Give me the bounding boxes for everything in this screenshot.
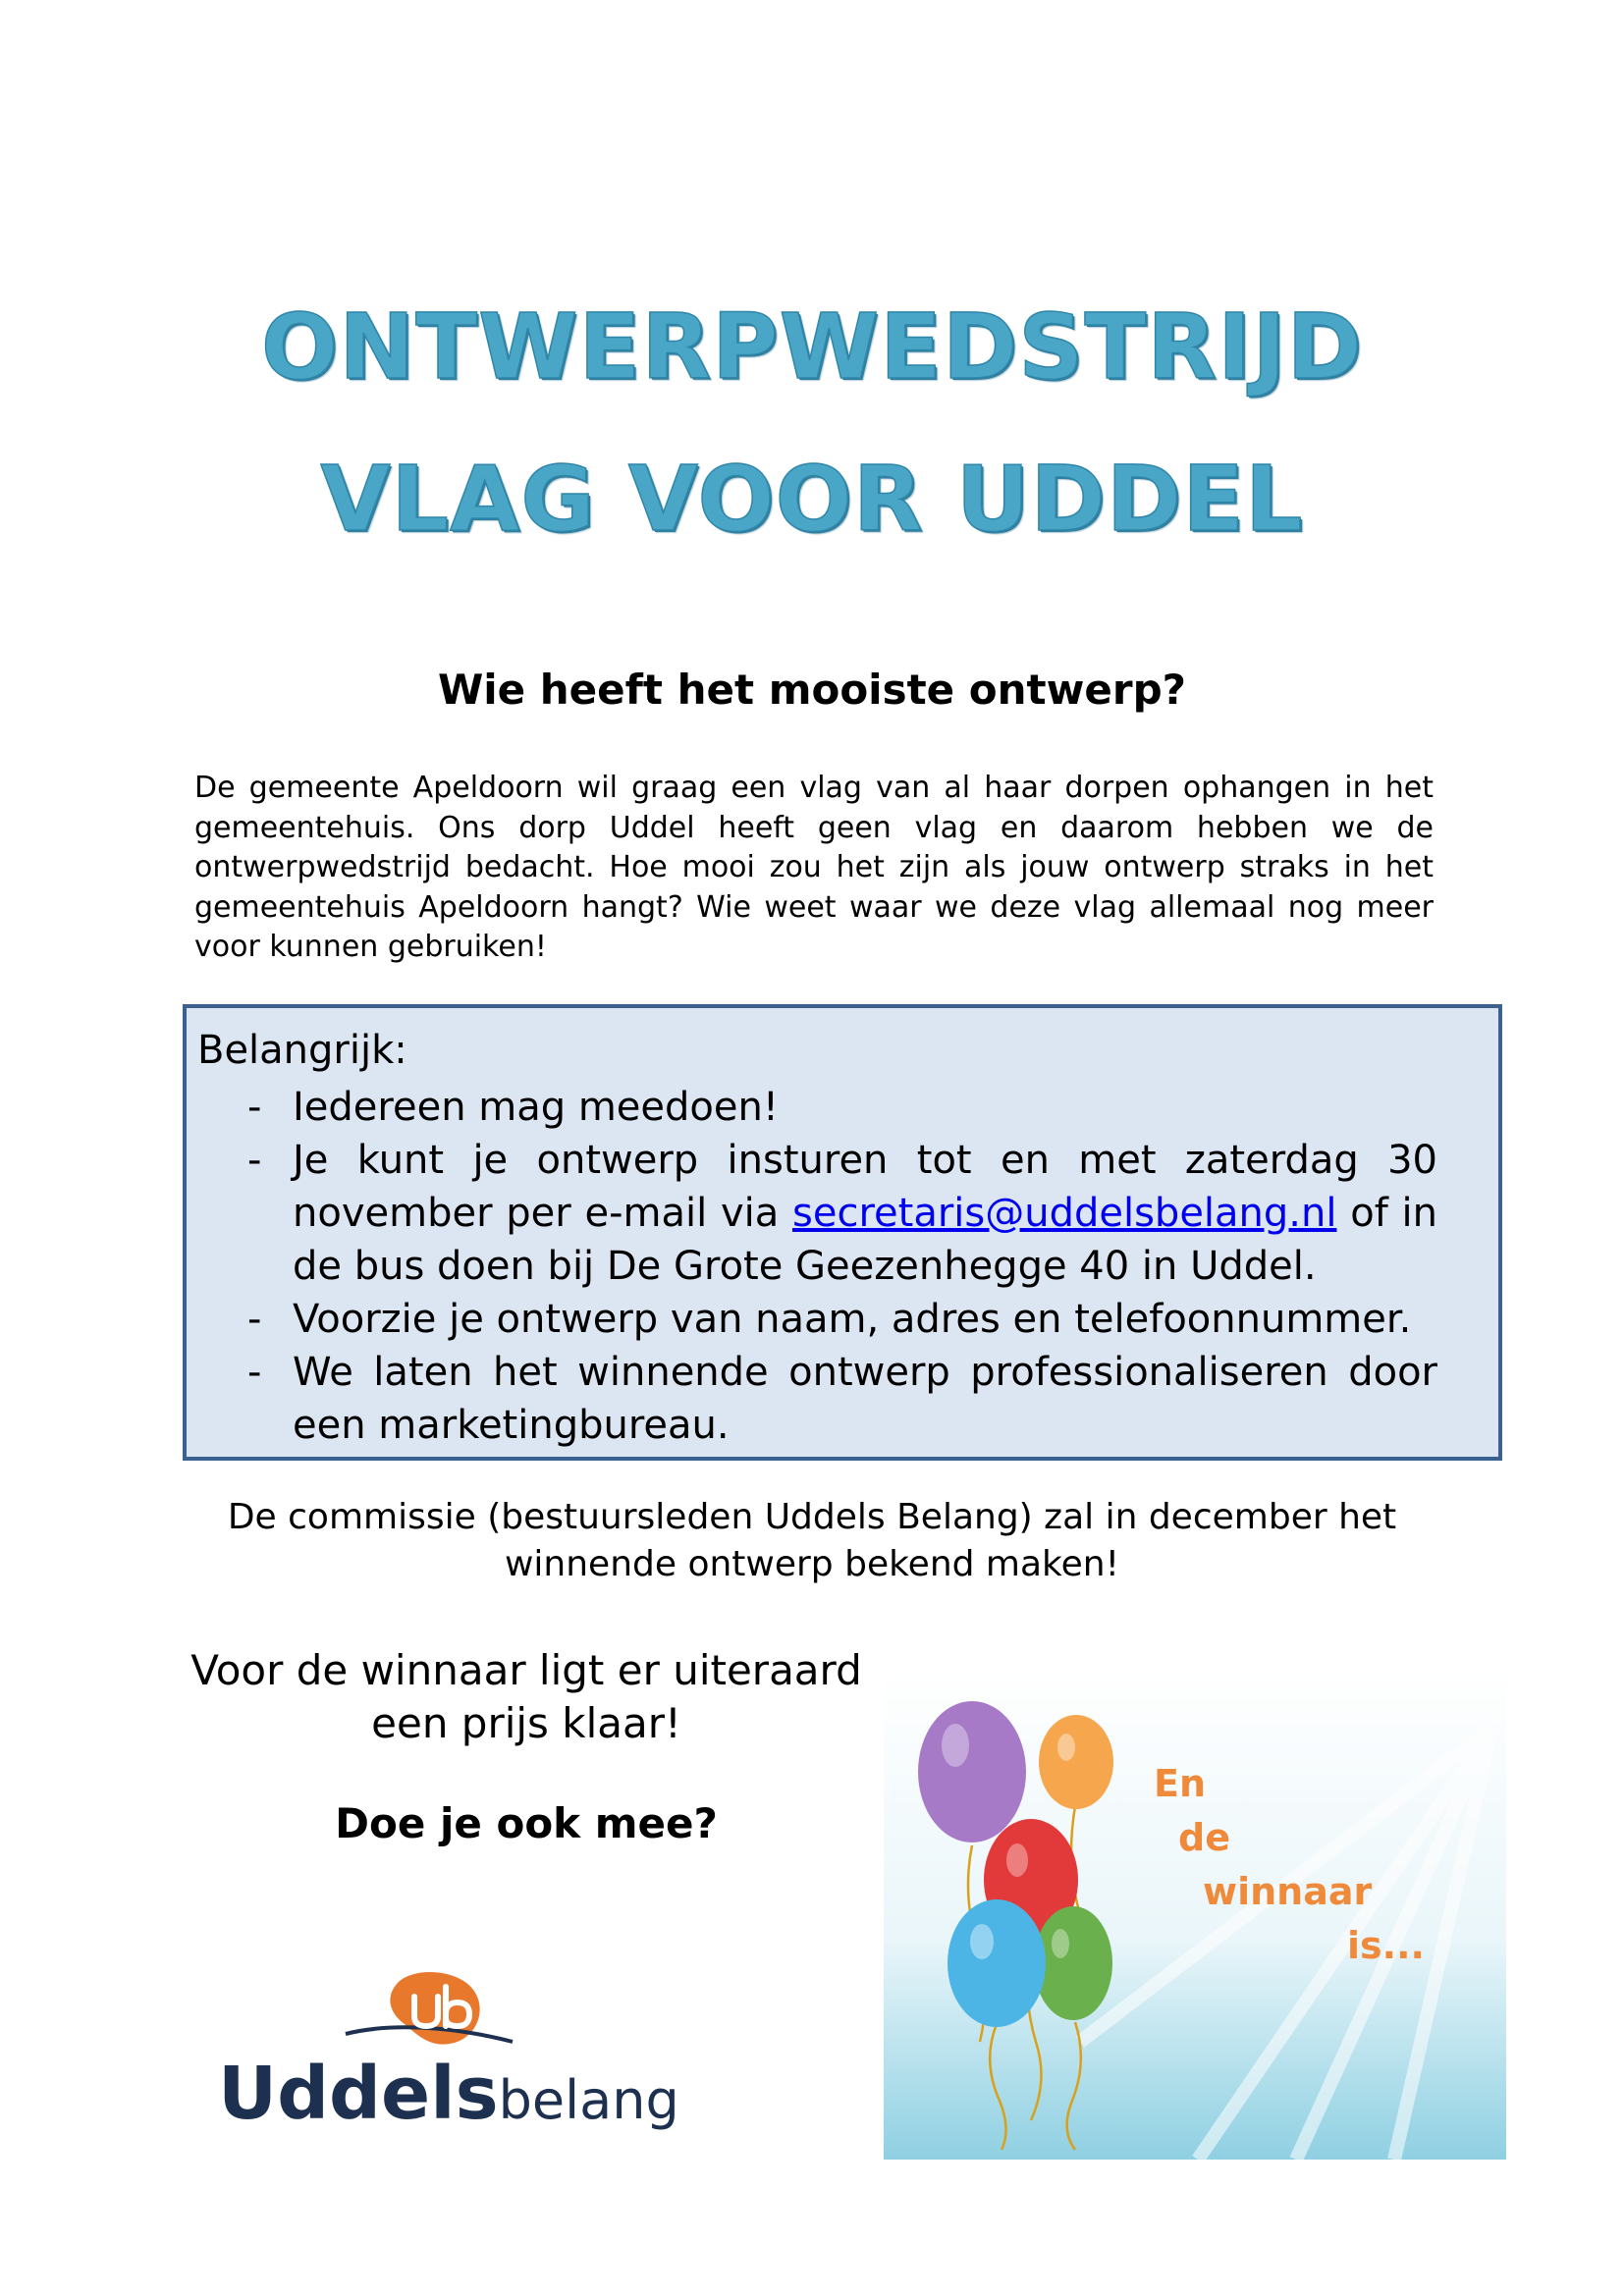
ub-logo-icon	[218, 1963, 650, 2061]
commission-line-2: winnende ontwerp bekend maken!	[504, 1544, 1120, 1584]
logo-name-light: belang	[498, 2069, 679, 2131]
bullet-dash: -	[247, 1350, 262, 1395]
call-to-action: Doe je ook mee?	[335, 1799, 718, 1847]
illustration-text-2: de	[1178, 1816, 1230, 1859]
illustration-text-1: En	[1154, 1762, 1207, 1805]
email-link[interactable]: secretaris@uddelsbelang.nl	[792, 1191, 1337, 1236]
list-item-text: Iedereen mag meedoen!	[293, 1085, 779, 1130]
logo-name-bold: Uddels	[218, 2052, 499, 2136]
logo-wordmark	[218, 2052, 679, 2136]
important-heading: Belangrijk:	[197, 1028, 407, 1073]
commission-announcement	[0, 1494, 1624, 1588]
title-line-2: VLAG VOOR UDDEL	[320, 447, 1304, 552]
illustration-text-4: is...	[1347, 1924, 1425, 1967]
bullet-dash: -	[247, 1085, 262, 1130]
list-item-text-after: of in de bus doen bij De Grote Geezenhegge 40 in Uddel.	[293, 1191, 1437, 1289]
list-item-text: Voorzie je ontwerp van naam, adres en telefoonnummer.	[293, 1297, 1412, 1342]
illustration-text-3: winnaar	[1203, 1870, 1373, 1913]
balloons-image	[884, 1669, 1506, 2160]
prize-text	[183, 1644, 870, 1750]
prize-line-1: Voor de winnaar ligt er uiteraard	[190, 1646, 862, 1694]
important-list	[187, 1081, 1502, 1452]
list-item	[187, 1346, 1502, 1452]
list-item	[187, 1293, 1502, 1346]
list-item	[187, 1081, 1502, 1134]
list-item	[187, 1134, 1502, 1293]
list-item-text: We laten het winnende ontwerp professionaliseren door een marketingbureau.	[293, 1350, 1437, 1448]
important-box	[183, 1004, 1502, 1461]
bullet-dash: -	[247, 1138, 262, 1183]
bullet-dash: -	[247, 1297, 262, 1342]
winner-illustration	[884, 1669, 1506, 2160]
subheading: Wie heeft het mooiste ontwerp?	[437, 666, 1187, 714]
title-line-1: ONTWERPWEDSTRIJD	[261, 294, 1363, 400]
intro-paragraph: De gemeente Apeldoorn wil graag een vlag van al haar dorpen ophangen in het gemeentehuis. Ons dorp Uddel heeft geen vlag en daarom hebben we de ontwerpwedstrijd bedacht. Hoe mooi zou het zijn als jouw ontwerp straks in het gemeentehuis Apeldoorn hangt? Wie weet waar we deze vlag allemaal nog meer voor kunnen gebruiken!	[194, 771, 1434, 964]
list-item-text-before: Je kunt je ontwerp insturen tot en met zaterdag 30 november per e-mail via	[293, 1138, 1437, 1236]
uddels-belang-logo	[218, 1963, 679, 2140]
prize-line-2: een prijs klaar!	[371, 1699, 681, 1747]
commission-line-1: De commissie (bestuursleden Uddels Belang) zal in december het	[227, 1497, 1397, 1537]
